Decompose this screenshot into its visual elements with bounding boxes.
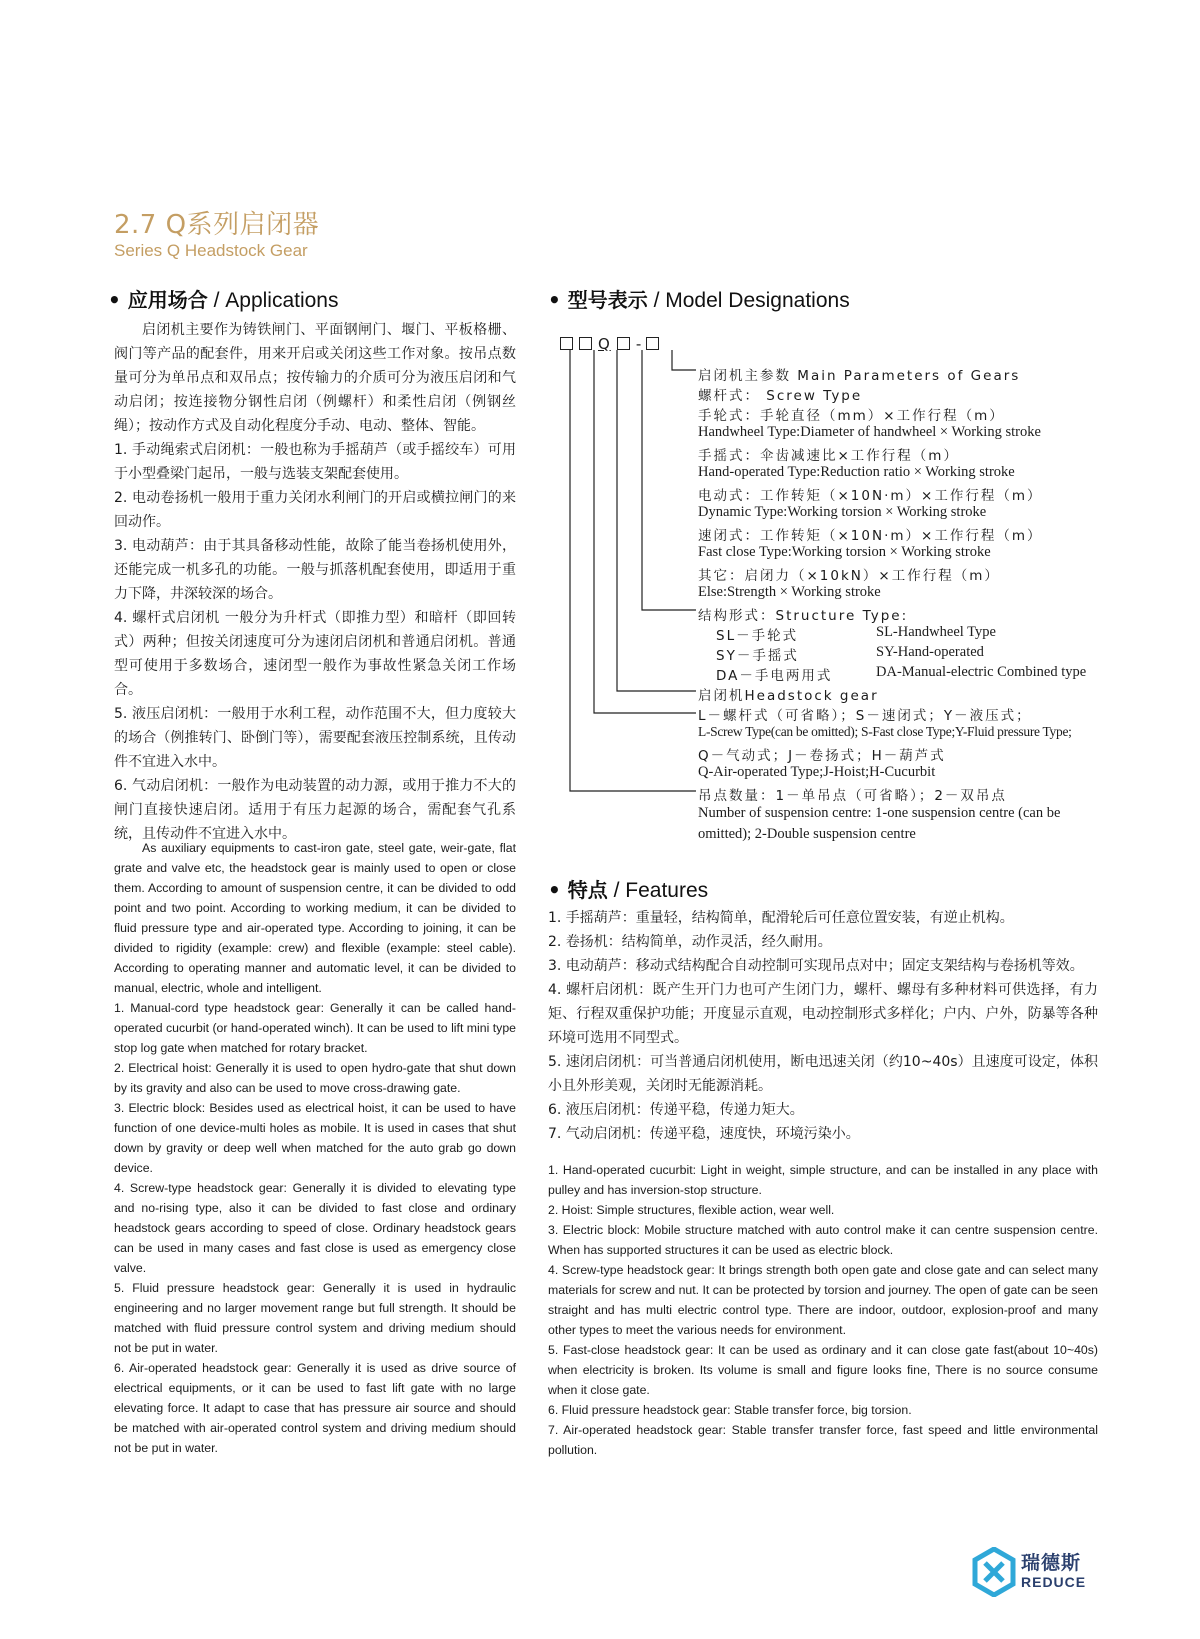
model-line: L－螺杆式（可省略）；S－速闭式；Y－液压式；	[698, 708, 1032, 724]
model-line: 速闭式：工作转矩（×10N·m）×工作行程（m）	[698, 528, 1043, 544]
model-line: 其它：启闭力（×10kN）×工作行程（m）	[698, 568, 1000, 584]
applications-cn-item: 5. 液压启闭机：一般用于水利工程，动作范围不大，但力度较大的场合（例推转门、卧倒门等），需要配套液压控制系统，且传动件不宜进入水中。	[114, 706, 516, 770]
model-line: omitted); 2-Double suspension centre	[698, 826, 916, 842]
features-cn-item: 2. 卷扬机：结构简单，动作灵活，经久耐用。	[548, 934, 832, 950]
model-heading-cn: • 型号表示	[548, 288, 648, 312]
model-line: 吊点数量：1－单吊点（可省略）；2－双吊点	[698, 788, 1007, 804]
model-line: Handwheel Type:Diameter of handwheel × Working stroke	[698, 424, 1041, 440]
features-cn-item: 6. 液压启闭机：传递平稳，传递力矩大。	[548, 1102, 804, 1118]
model-line: 手轮式：手轮直径（mm）×工作行程（m）	[698, 408, 1005, 424]
model-line: L-Screw Type(can be omitted); S-Fast close Type;Y-Fluid pressure Type;	[698, 724, 1072, 739]
applications-cn-item: 3. 电动葫芦：由于其具备移动性能，故除了能当卷扬机使用外，还能完成一机多孔的功能。一般与抓落机配套使用，即适用于重力下降，井深较深的场合。	[114, 538, 516, 602]
structure-item-en: SL-Handwheel Type	[876, 624, 996, 640]
applications-cn-intro: 启闭机主要作为铸铁闸门、平面钢闸门、堰门、平板格栅、阀门等产品的配套件，用来开启或关闭这些工作对象。按吊点数量可分为单吊点和双吊点；按传输力的介质可分为液压启闭和气动启闭；按连接物分钢性启闭（例螺杆）和柔性启闭（例钢丝绳）；按动作方式及自动化程度分手动、电动、整体、智能。	[114, 322, 516, 434]
bracket-line-type	[594, 350, 696, 713]
structure-item-cn: SY－手摇式	[716, 648, 799, 664]
model-line: Fast close Type:Working torsion × Working stroke	[698, 544, 991, 560]
applications-cn-item: 6. 气动启闭机：一般作为电动装置的动力源，或用于推力不大的闸门直接快速启闭。适用于有压力起源的场合，需配套气孔系统，且传动件不宜进入水中。	[114, 778, 516, 842]
model-line: Q-Air-operated Type;J-Hoist;H-Cucurbit	[698, 764, 936, 780]
features-cn-item: 7. 气动启闭机：传递平稳，速度快，环境污染小。	[548, 1126, 860, 1142]
bracket-line-headstock	[617, 350, 696, 691]
model-line: 启闭机主参数 Main Parameters of Gears	[698, 368, 1021, 384]
applications-en-item: 4. Screw-type headstock gear: Generally it is divided to elevating type and no-rising type, also it can be divided to fast close and ordinary headstock gears according to speed of close. Ordinary headstock gears can be used in many cases and fast close is used as emergency close valve.	[114, 1181, 516, 1275]
features-heading-cn: • 特点	[548, 878, 608, 902]
structure-item-cn: SL－手轮式	[716, 628, 799, 644]
applications-en-item: 3. Electric block: Besides used as electrical hoist, it can be used to have function of one device-multi holes as mobile. It is used in cases that shut down by gravity or deep well when matched for the auto grab go down device.	[114, 1101, 516, 1175]
logo-text-cn: 瑞德斯	[1021, 1552, 1082, 1574]
applications-heading-en: / Applications	[207, 289, 339, 312]
model-line: Number of suspension centre: 1-one suspension centre (can be	[698, 805, 1061, 821]
features-cn-item: 3. 电动葫芦：移动式结构配合自动控制可实现吊点对中；固定支架结构与卷扬机等效。	[548, 958, 1084, 974]
features-en-item: 7. Air-operated headstock gear: Stable transfer transfer force, fast speed and little environmental pollution.	[548, 1423, 1098, 1457]
model-line: 手摇式：伞齿减速比×工作行程（m）	[698, 448, 959, 464]
applications-cn-item: 2. 电动卷扬机一般用于重力关闭水利闸门的开启或横拉闸门的来回动作。	[114, 490, 516, 530]
features-heading	[548, 874, 708, 903]
logo-mark-icon	[972, 1547, 1016, 1597]
bracket-line-parameters	[672, 350, 696, 370]
applications-cn-item: 1. 手动绳索式启闭机：一般也称为手摇葫芦（或手摇绞车）可用于小型叠梁门起吊，一般与选装支架配套使用。	[114, 442, 516, 482]
features-en-item: 4. Screw-type headstock gear: It brings strength both open gate and close gate and can select many materials for screw and nut. It can be protected by torsion and journey. The open of gate can be seen straight and has multi electric control type. There are indoor, outdoor, explosion-proof and many other types to meet the various needs for environment.	[548, 1263, 1098, 1337]
applications-en-intro: As auxiliary equipments to cast-iron gate, steel gate, weir-gate, flat grate and valve etc, the headstock gear is mainly used to open or close them. According to amount of suspension centre, it can be divided to odd point and two point. According to working medium, it can be divided to fluid pressure type and air-operated type. According to joining, it can be divided to rigidity (example: crew) and flexible (example: steel cable). According to operating manner and automatic level, it can be divided to manual, electric, whole and intelligent.	[114, 841, 516, 995]
features-cn-item: 5. 速闭启闭机：可当普通启闭机使用，断电迅速关闭（约10~40s）且速度可设定，体积小且外形美观，关闭时无能源消耗。	[548, 1054, 1098, 1094]
model-line: 启闭机Headstock gear	[698, 688, 879, 704]
features-cn-item: 4. 螺杆启闭机：既产生开门力也可产生闭门力，螺杆、螺母有多种材料可供选择，有力矩、行程双重保护功能；开度显示直观，电动控制形式多样化；户内、户外，防暴等各种环境可选用不同型式。	[548, 982, 1098, 1046]
features-cn-item: 1. 手摇葫芦：重量轻，结构简单，配滑轮后可任意位置安装，有逆止机构。	[548, 910, 1014, 926]
structure-item-en: DA-Manual-electric Combined type	[876, 664, 1087, 680]
features-en-item: 3. Electric block: Mobile structure matched with auto control make it can centre suspension centre. When has supported structures it can be used as electric block.	[548, 1223, 1098, 1257]
model-line: Hand-operated Type:Reduction ratio × Working stroke	[698, 464, 1015, 480]
code-letter-q: Q	[598, 335, 611, 353]
model-line: Dynamic Type:Working torsion × Working stroke	[698, 504, 987, 520]
features-en-text	[548, 1160, 1098, 1460]
model-line: 结构形式：Structure Type:	[698, 608, 909, 624]
code-dash: -	[635, 335, 643, 353]
features-cn-text	[548, 906, 1098, 1146]
logo-text-en: REDUCE	[1021, 1574, 1087, 1590]
structure-item-en: SY-Hand-operated	[876, 644, 984, 660]
features-en-item: 1. Hand-operated cucurbit: Light in weight, simple structure, and can be installed in any place with pulley and has inversion-stop structure.	[548, 1163, 1098, 1197]
page-subtitle: Series Q Headstock Gear	[114, 241, 308, 260]
bracket-line-suspension	[570, 350, 696, 791]
features-en-item: 6. Fluid pressure headstock gear: Stable transfer force, big torsion.	[548, 1403, 912, 1417]
model-line: Else:Strength × Working stroke	[698, 584, 881, 600]
applications-en-item: 6. Air-operated headstock gear: Generally it is used as drive source of electrical equipments, or it can be used to fast lift gate with no large elevating force. It adapt to case that has pressure air source and should be matched with air-operated control system and driving medium should not be put in water.	[114, 1361, 516, 1455]
bracket-line-structure	[642, 350, 696, 610]
features-en-item: 2. Hoist: Simple structures, flexible action, wear well.	[548, 1203, 835, 1217]
page-title: 2.7 Q系列启闭器	[114, 210, 320, 240]
model-line: Q－气动式；J－卷扬式；H－葫芦式	[698, 748, 946, 764]
applications-cn-item: 4. 螺杆式启闭机 一般分为升杆式（即推力型）和暗杆（即回转式）两种；但按关闭速度可分为速闭启闭机和普通启闭机。普通型可使用于多数场合，速闭型一般作为事故性紧急关闭工作场合。	[114, 610, 516, 698]
applications-heading-cn: • 应用场合	[108, 288, 208, 312]
features-en-item: 5. Fast-close headstock gear: It can be used as ordinary and it can close gate fast(about 10~40s) when electricity is broken. Its volume is small and figure looks fine, There is no source consume when it close gate.	[548, 1343, 1098, 1397]
applications-en-item: 2. Electrical hoist: Generally it is used to open hydro-gate that shut down by its gravity and also can be used to move cross-drawing gate.	[114, 1061, 516, 1095]
model-heading-en: / Model Designations	[647, 289, 850, 312]
structure-item-cn: DA－手电两用式	[716, 668, 833, 684]
model-line: 电动式：工作转矩（×10N·m）×工作行程（m）	[698, 488, 1043, 504]
features-heading-en: / Features	[607, 879, 709, 902]
model-line: 螺杆式： Screw Type	[698, 388, 863, 404]
applications-en-item: 1. Manual-cord type headstock gear: Generally it can be called hand-operated cucurbit (or hand-operated winch). It can be used to lift mini type stop log gate when matched for rotary bracket.	[114, 1001, 516, 1055]
applications-en-item: 5. Fluid pressure headstock gear: Generally it is used in hydraulic engineering and no larger movement range but full strength. It should be matched with fluid pressure control system and driving medium should not be put in water.	[114, 1281, 516, 1355]
